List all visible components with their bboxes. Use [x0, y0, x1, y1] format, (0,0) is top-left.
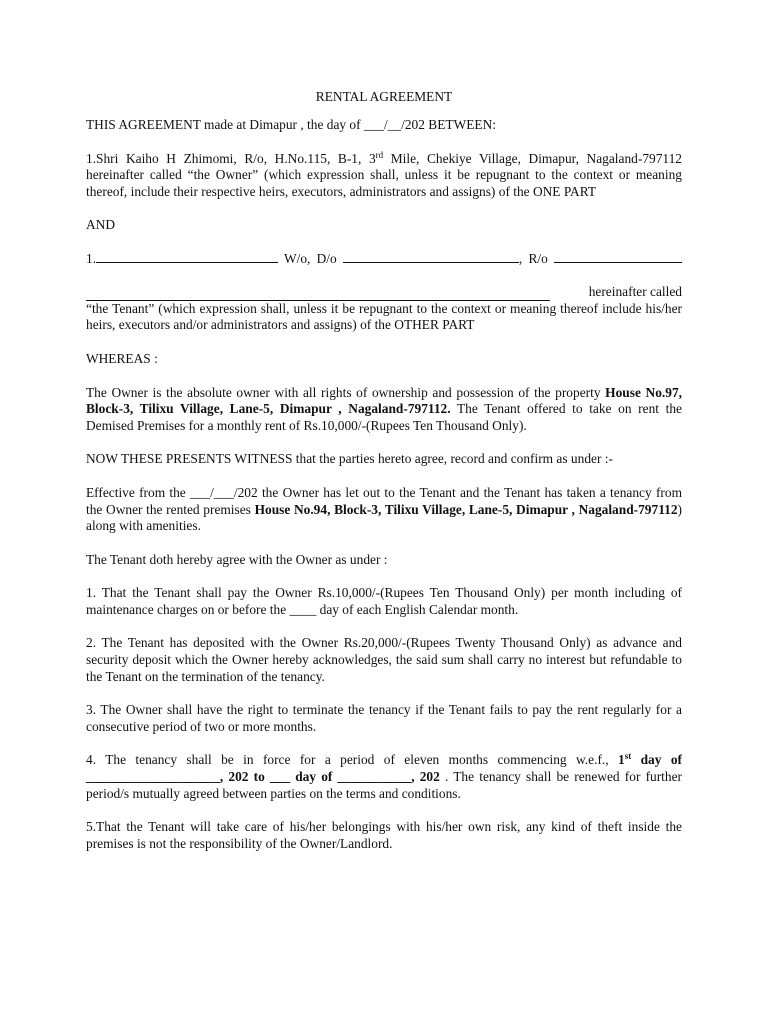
effective-text-c: ) along with amenities. [86, 501, 683, 534]
clause-4-text-c: . The tenancy shall be renewed for further period/s mutually agreed between parties on the terms and conditions. [86, 769, 683, 801]
owner-clause-rest: Mile, Chekiye Village, Dimapur, Nagaland-797112 hereinafter called “the Owner” (which expression shall, unless it be repugnant to the context or meaning thereof, include their respective heirs, executors, administrators and assigns) of the ONE PART [86, 150, 682, 199]
tenant-residence-label: , R/o [518, 250, 555, 266]
tenant-residence-blank [554, 251, 682, 263]
clause-5: 5.That the Tenant will take care of his/her belongings with his/her own risk, any kind of theft inside the premises is not the responsibility of the Owner/Landlord. [86, 819, 682, 851]
property-text-a: The Owner is the absolute owner with all rights of ownership and possession of the property [86, 384, 606, 400]
agree-line: The Tenant doth hereby agree with the Owner as under : [86, 551, 388, 567]
effective-paragraph [86, 485, 682, 535]
tenant-address-blank [86, 289, 550, 301]
clause-1: 1. That the Tenant shall pay the Owner Rs.10,000/-(Rupees Ten Thousand Only) per month including of maintenance charges on or before the ____ day of each English Calendar month. [86, 585, 682, 617]
clause-4 [86, 752, 682, 802]
property-paragraph [86, 385, 682, 435]
witness-paragraph: NOW THESE PRESENTS WITNESS that the parties hereto agree, record and confirm as under :- [86, 451, 613, 467]
whereas-label: WHEREAS : [86, 350, 158, 366]
owner-clause-sup: rd [375, 149, 384, 160]
property-text-c: The Tenant offered to take on rent the Demised Premises for a monthly rent of Rs.10,000/-(Rupees Ten Thousand Only). [86, 401, 682, 433]
property-address: House No.97, Block-3, Tilixu Village, Lane-5, Dimapur , Nagaland-797112. [86, 384, 682, 417]
clause-3: 3. The Owner shall have the right to terminate the tenancy if the Tenant fails to pay the rent regularly for a consecutive period of two or more months. [86, 702, 682, 734]
tenant-clause-rest: “the Tenant” (which expression shall, unless it be repugnant to the context or meaning thereof include his/her heirs, executors and/or administrators and assigns) of the OTHER PART [86, 300, 682, 333]
tenant-number: 1. [86, 250, 97, 266]
clause-4-sup: st [624, 751, 632, 762]
clause-4-dates: day of ____________________, 202 to ___ day of ___________, 202 [86, 752, 682, 785]
owner-clause-prefix: 1.Shri Kaiho H Zhimomi, R/o, H.No.115, B-1, 3 [86, 150, 376, 166]
owner-clause [86, 151, 682, 201]
and-label: AND [86, 217, 116, 233]
tenant-clause-line1 [86, 251, 682, 284]
tenant-relation-blank [343, 251, 519, 263]
effective-text-a: Effective from the ___/___/202 the Owner has let out to the Tenant and the Tenant has taken a tenancy from the Owner the rented premises [86, 484, 682, 517]
clause-4-text-a: 4. The tenancy shall be in force for a period of eleven months commencing w.e.f., [86, 752, 619, 768]
rented-premises-address: House No.94, Block-3, Tilixu Village, Lane-5, Dimapur , Nagaland-797112 [254, 501, 678, 517]
tenant-name-blank [96, 251, 278, 263]
clause-2: 2. The Tenant has deposited with the Owner Rs.20,000/-(Rupees Twenty Thousand Only) as advance and security deposit which the Owner hereby acknowledges, the said sum shall carry no interest but refundable to the Tenant on the termination of the tenancy. [86, 635, 682, 684]
hereinafter-called: hereinafter called [588, 284, 682, 300]
tenant-clause-line2 [86, 284, 682, 301]
document-title: RENTAL AGREEMENT [315, 89, 453, 104]
intro-line: THIS AGREEMENT made at Dimapur , the day of ___/__/202 BETWEEN: [86, 117, 496, 132]
clause-4-day-number: 1 [618, 752, 625, 768]
tenant-relation-label: W/o, D/o [278, 250, 343, 266]
